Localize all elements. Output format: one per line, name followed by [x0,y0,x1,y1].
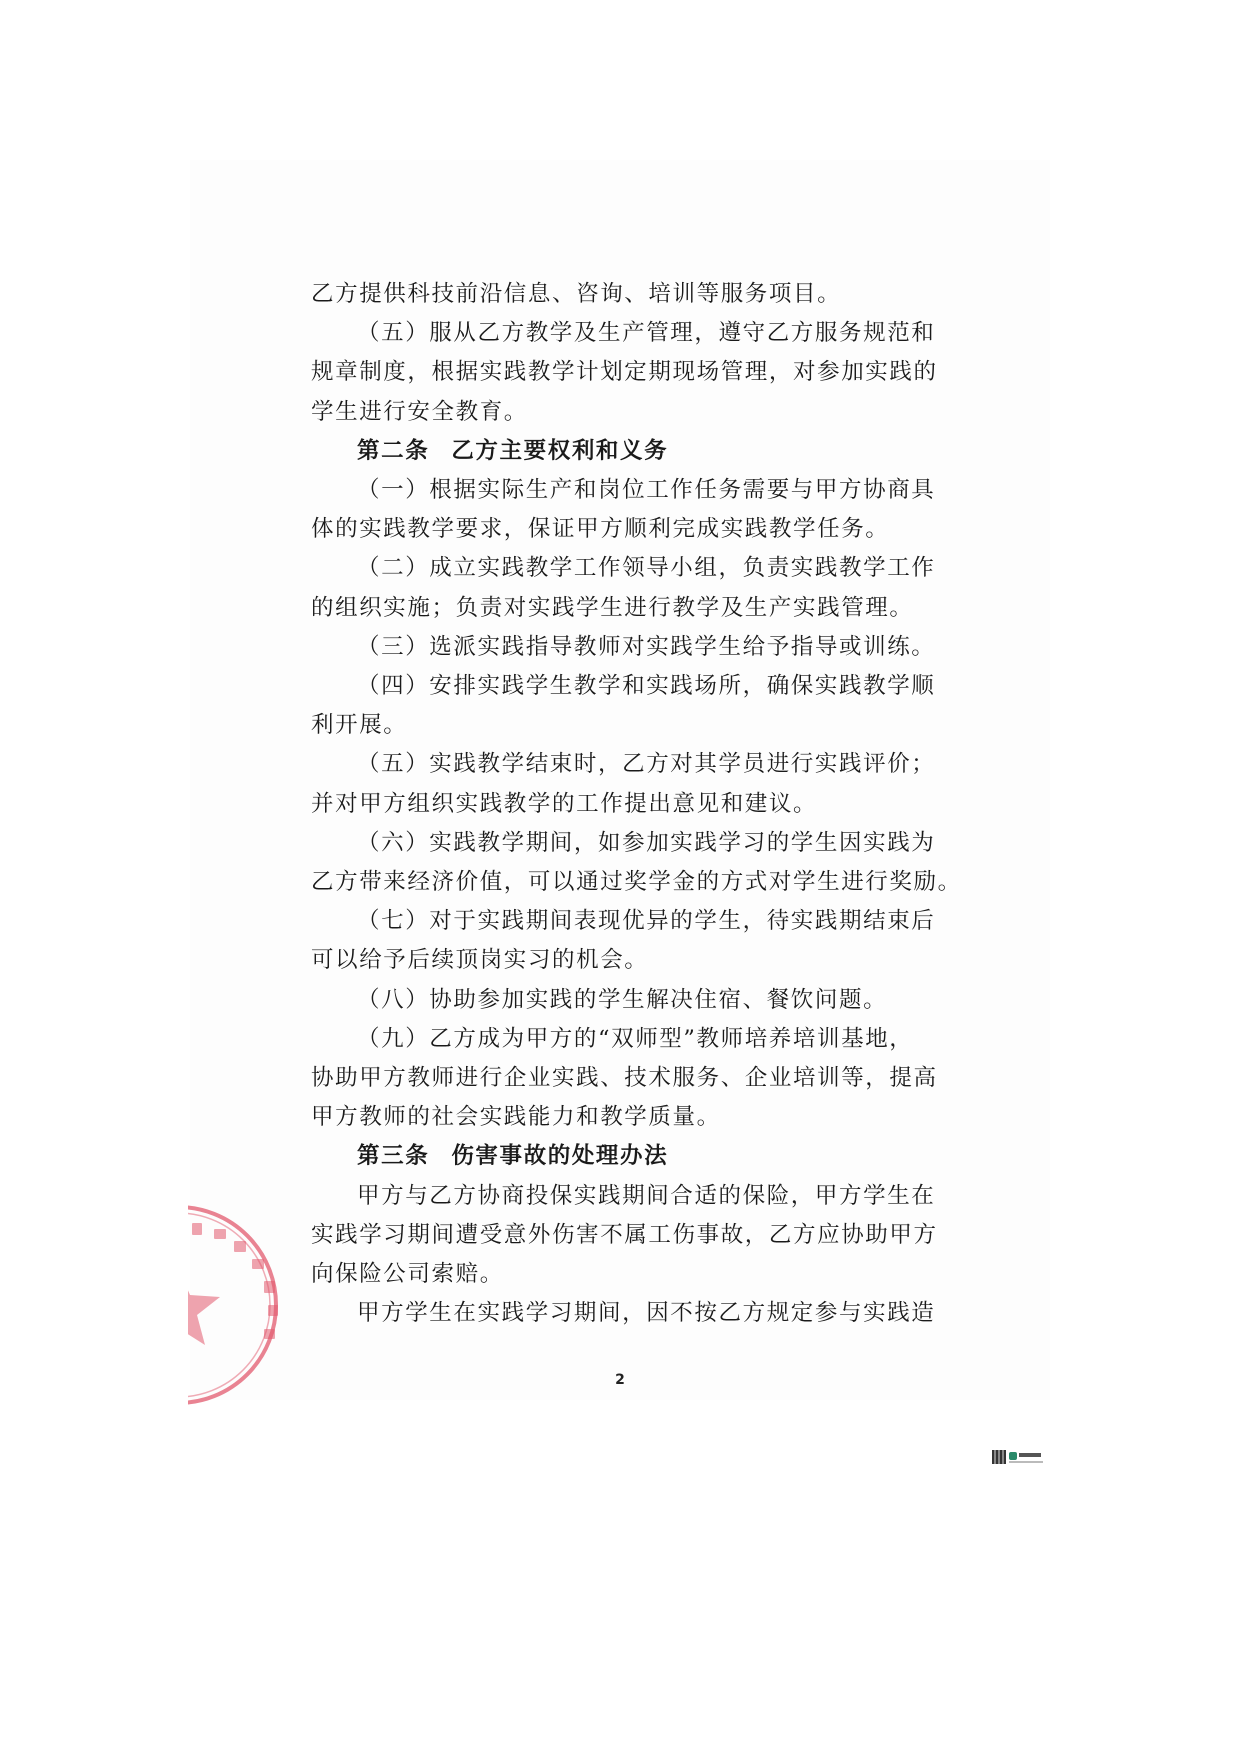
page-number: 2 [615,1372,625,1388]
qr-code-icon [992,1450,1006,1464]
paragraph-line: 可以给予后续顶岗实习的机会。 [311,947,649,974]
paragraph-line: 规章制度，根据实践教学计划定期现场管理，对参加实践的 [311,359,938,386]
paragraph-line: 乙方提供科技前沿信息、咨询、培训等服务项目。 [311,281,842,307]
scanner-logo-icon [1009,1452,1017,1460]
paragraph-line: （四）安排实践学生教学和实践场所，确保实践教学顺 [357,673,936,700]
paragraph-line: 甲方学生在实践学习期间，因不按乙方规定参与实践造 [357,1300,936,1327]
paragraph-line: （六）实践教学期间，如参加实践学习的学生因实践为 [357,829,936,856]
paragraph-line: 的组织实施；负责对实践学生进行教学及生产实践管理。 [311,594,914,621]
paragraph-line: 并对甲方组织实践教学的工作提出意见和建议。 [311,790,818,817]
paragraph-line: （二）成立实践教学工作领导小组，负责实践教学工作 [357,555,936,582]
paragraph-line: 甲方教师的社会实践能力和教学质量。 [311,1104,721,1131]
paragraph-line: 利开展。 [311,712,408,739]
seal-icon [188,1205,294,1405]
article-3-number: 第三条 [357,1143,430,1170]
article-3-title: 伤害事故的处理办法 [451,1143,669,1170]
paragraph-line: 协助甲方教师进行企业实践、技术服务、企业培训等，提高 [311,1065,938,1092]
paragraph-line: （五）实践教学结束时，乙方对其学员进行实践评价； [357,751,936,778]
paragraph-line: （九）乙方成为甲方的“双师型”教师培养培训基地， [357,1025,914,1052]
paragraph-line: （八）协助参加实践的学生解决住宿、餐饮问题。 [357,986,888,1013]
article-2-number: 第二条 [357,437,430,464]
article-3-heading [311,1137,951,1176]
document-body [311,275,962,1333]
article-2-heading [311,432,951,471]
paragraph-line: 甲方与乙方协商投保实践期间合适的保险，甲方学生在 [357,1182,936,1209]
paragraph-line: （三）选派实践指导教师对实践学生给予指导或训练。 [357,633,936,660]
paragraph-line: （七）对于实践期间表现优异的学生，待实践期结束后 [357,908,936,935]
paragraph-line: （五）服从乙方教学及生产管理，遵守乙方服务规范和 [357,320,936,347]
paragraph-line: 向保险公司索赔。 [311,1261,504,1288]
official-seal [188,1205,294,1405]
paragraph-line: 体的实践教学要求，保证甲方顺利完成实践教学任务。 [311,516,890,543]
paragraph-line: （一）根据实际生产和岗位工作任务需要与甲方协商具 [357,477,936,504]
paragraph-line: 乙方带来经济价值，可以通过奖学金的方式对学生进行奖励。 [311,869,962,896]
scanner-watermark [992,1450,1048,1468]
article-2-title: 乙方主要权利和义务 [451,437,669,464]
paragraph-line: 实践学习期间遭受意外伤害不属工伤事故，乙方应协助甲方 [311,1221,938,1248]
paragraph-line: 学生进行安全教育。 [311,398,528,425]
